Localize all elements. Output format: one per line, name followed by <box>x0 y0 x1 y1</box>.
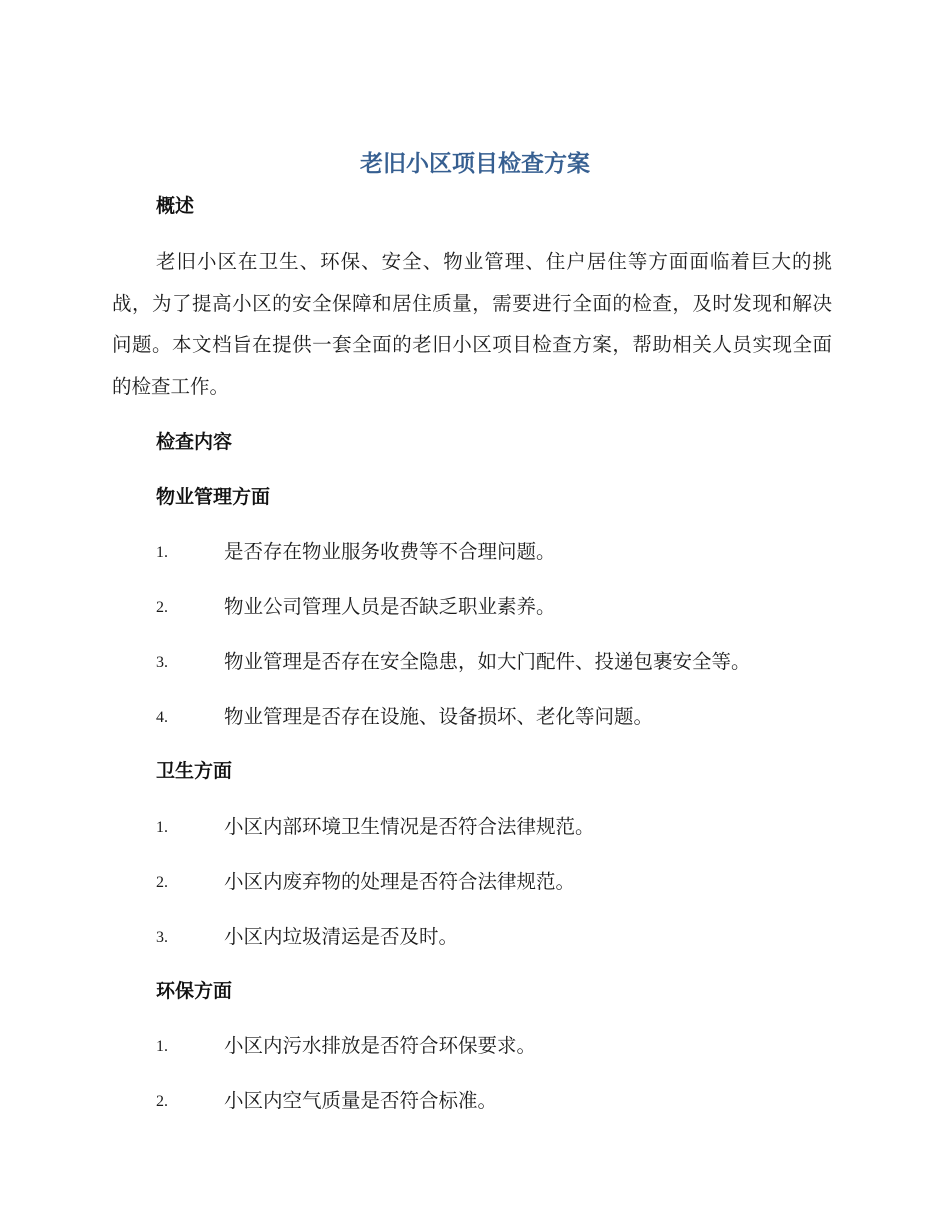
list-text: 小区内部环境卫生情况是否符合法律规范。 <box>224 815 595 838</box>
list-number: 3. <box>156 654 168 671</box>
list-text: 小区内空气质量是否符合标准。 <box>224 1089 498 1112</box>
list-item <box>156 811 836 843</box>
list-number: 4. <box>156 709 168 726</box>
list-item <box>156 646 836 678</box>
list-item <box>156 921 836 953</box>
list-text: 物业公司管理人员是否缺乏职业素养。 <box>224 595 556 618</box>
list-item <box>156 866 836 898</box>
list-item <box>156 536 836 568</box>
document-title: 老旧小区项目检查方案 <box>360 151 590 177</box>
content-heading: 检查内容 <box>156 431 233 453</box>
list-number: 1. <box>156 1038 168 1055</box>
list-item <box>156 591 836 623</box>
list-text: 小区内废弃物的处理是否符合法律规范。 <box>224 870 576 893</box>
list-number: 2. <box>156 599 168 616</box>
list-text: 物业管理是否存在安全隐患，如大门配件、投递包裹安全等。 <box>224 650 751 673</box>
list-text: 是否存在物业服务收费等不合理问题。 <box>224 540 556 563</box>
list-number: 2. <box>156 874 168 891</box>
list-number: 1. <box>156 819 168 836</box>
list-text: 物业管理是否存在设施、设备损坏、老化等问题。 <box>224 705 654 728</box>
property-heading: 物业管理方面 <box>156 486 271 508</box>
hygiene-heading: 卫生方面 <box>156 760 233 782</box>
list-number: 1. <box>156 544 168 561</box>
environment-heading: 环保方面 <box>156 980 233 1002</box>
list-number: 3. <box>156 929 168 946</box>
list-text: 小区内垃圾清运是否及时。 <box>224 925 459 948</box>
list-item <box>156 1085 836 1117</box>
list-text: 小区内污水排放是否符合环保要求。 <box>224 1034 537 1057</box>
list-item <box>156 701 836 733</box>
list-number: 2. <box>156 1093 168 1110</box>
overview-paragraph: 老旧小区在卫生、环保、安全、物业管理、住户居住等方面面临着巨大的挑战，为了提高小区的安全保障和居住质量，需要进行全面的检查，及时发现和解决问题。本文档旨在提供一套全面的老旧小区项目检查方案，帮助相关人员实现全面的检查工作。 <box>112 250 832 398</box>
list-item <box>156 1030 836 1062</box>
overview-heading: 概述 <box>156 195 195 217</box>
